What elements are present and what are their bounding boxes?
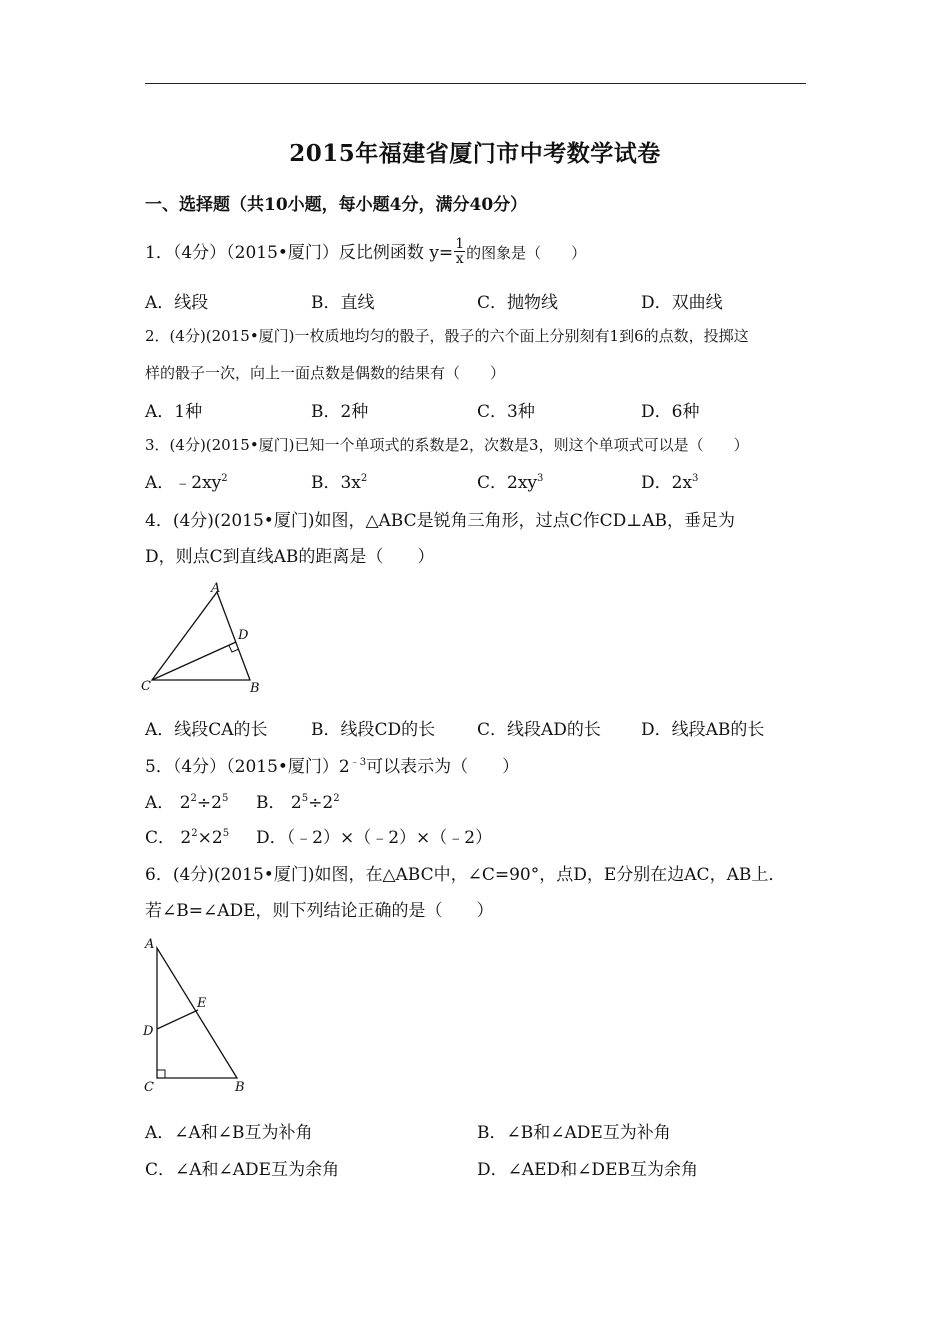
q1-option-a: A．线段	[145, 293, 209, 313]
q2-option-d: D．6种	[641, 402, 700, 422]
q1-text-pre: 1．（4分）（2015•厦门）反比例函数 y=	[145, 243, 454, 263]
q5-option-d: D．（﹣2）×（﹣2）×（﹣2）	[256, 828, 493, 848]
q1-option-b: B．直线	[311, 293, 375, 313]
q1-text-post: 的图象是（ ）	[466, 244, 587, 262]
q6-label-d: D	[143, 1024, 154, 1039]
q2-option-a: A．1种	[145, 402, 203, 422]
section-heading: 一、选择题（共10小题，每小题4分，满分40分）	[145, 195, 528, 215]
q4-label-d: D	[238, 628, 249, 643]
q6-option-b: B．∠B和∠ADE互为补角	[477, 1123, 671, 1143]
header-rule	[145, 83, 806, 84]
q3-option-d: D．$2x^3$	[641, 473, 699, 493]
q6-label-b: B	[235, 1080, 245, 1095]
q6-triangle-figure	[140, 936, 260, 1096]
q2-option-c: C．3种	[477, 402, 535, 422]
q6-option-c: C．∠A和∠ADE互为余角	[145, 1160, 340, 1180]
q4-option-b: B．线段CD的长	[311, 720, 436, 740]
q4-line-1: 4．(4分)(2015•厦门)如图，△ABC是锐角三角形，过点C作CD⊥AB，垂足为	[145, 511, 736, 531]
q3-option-b: B．$3x^2$	[311, 473, 368, 493]
q4-option-d: D．线段AB的长	[641, 720, 765, 740]
q3-text: 3．(4分)(2015•厦门)已知一个单项式的系数是2，次数是3，则这个单项式可以是（ ）	[145, 436, 749, 454]
q4-line-2: D，则点C到直线AB的距离是（ ）	[145, 547, 435, 567]
q1-fraction: $\frac{1}{x}$	[455, 236, 465, 267]
q6-line-2: 若∠B=∠ADE，则下列结论正确的是（ ）	[145, 901, 494, 921]
q4-option-c: C．线段AD的长	[477, 720, 601, 740]
q6-option-a: A．∠A和∠B互为补角	[145, 1123, 313, 1143]
q6-option-d: D．∠AED和∠DEB互为余角	[477, 1160, 698, 1180]
q2-line-2: 样的骰子一次，向上一面点数是偶数的结果有（ ）	[145, 364, 506, 382]
q1-option-c: C．抛物线	[477, 293, 559, 313]
q6-line-1: 6．(4分)(2015•厦门)如图，在△ABC中，∠C=90°，点D，E分别在边AC，AB上．	[145, 865, 786, 885]
q6-triangle-abc	[157, 948, 237, 1078]
question-5: 5．（4分）（2015•厦门）$2^{﹣3}$可以表示为（ ）	[145, 757, 520, 777]
q4-triangle-abc	[152, 592, 250, 680]
q4-option-a: A．线段CA的长	[145, 720, 268, 740]
q5-option-c: C． $2^2\times 2^5$	[145, 828, 230, 848]
q3-option-a: A．$﹣2xy^2$	[145, 473, 228, 493]
q6-label-e: E	[197, 996, 207, 1011]
q1-option-d: D．双曲线	[641, 293, 723, 313]
q4-altitude-cd	[152, 642, 236, 680]
q5-option-b: B． $2^5\div 2^2$	[256, 793, 340, 813]
question-1	[145, 238, 586, 268]
q6-label-c: C	[144, 1080, 154, 1095]
q6-segment-de	[157, 1010, 198, 1029]
q4-triangle-figure	[140, 580, 270, 700]
q2-option-b: B．2种	[311, 402, 369, 422]
q3-option-c: C．$2xy^3$	[477, 473, 544, 493]
q4-label-b: B	[250, 681, 260, 696]
q4-label-c: C	[141, 679, 151, 694]
q6-label-a: A	[145, 937, 155, 952]
q4-label-a: A	[211, 581, 221, 596]
q2-line-1: 2．(4分)(2015•厦门)一枚质地均匀的骰子，骰子的六个面上分别刻有1到6的点数，投掷这	[145, 327, 749, 345]
q5-option-a: A． $2^2\div 2^5$	[145, 793, 229, 813]
page-title: 2015年福建省厦门市中考数学试卷	[289, 140, 661, 167]
q6-right-angle-mark	[157, 1070, 165, 1078]
